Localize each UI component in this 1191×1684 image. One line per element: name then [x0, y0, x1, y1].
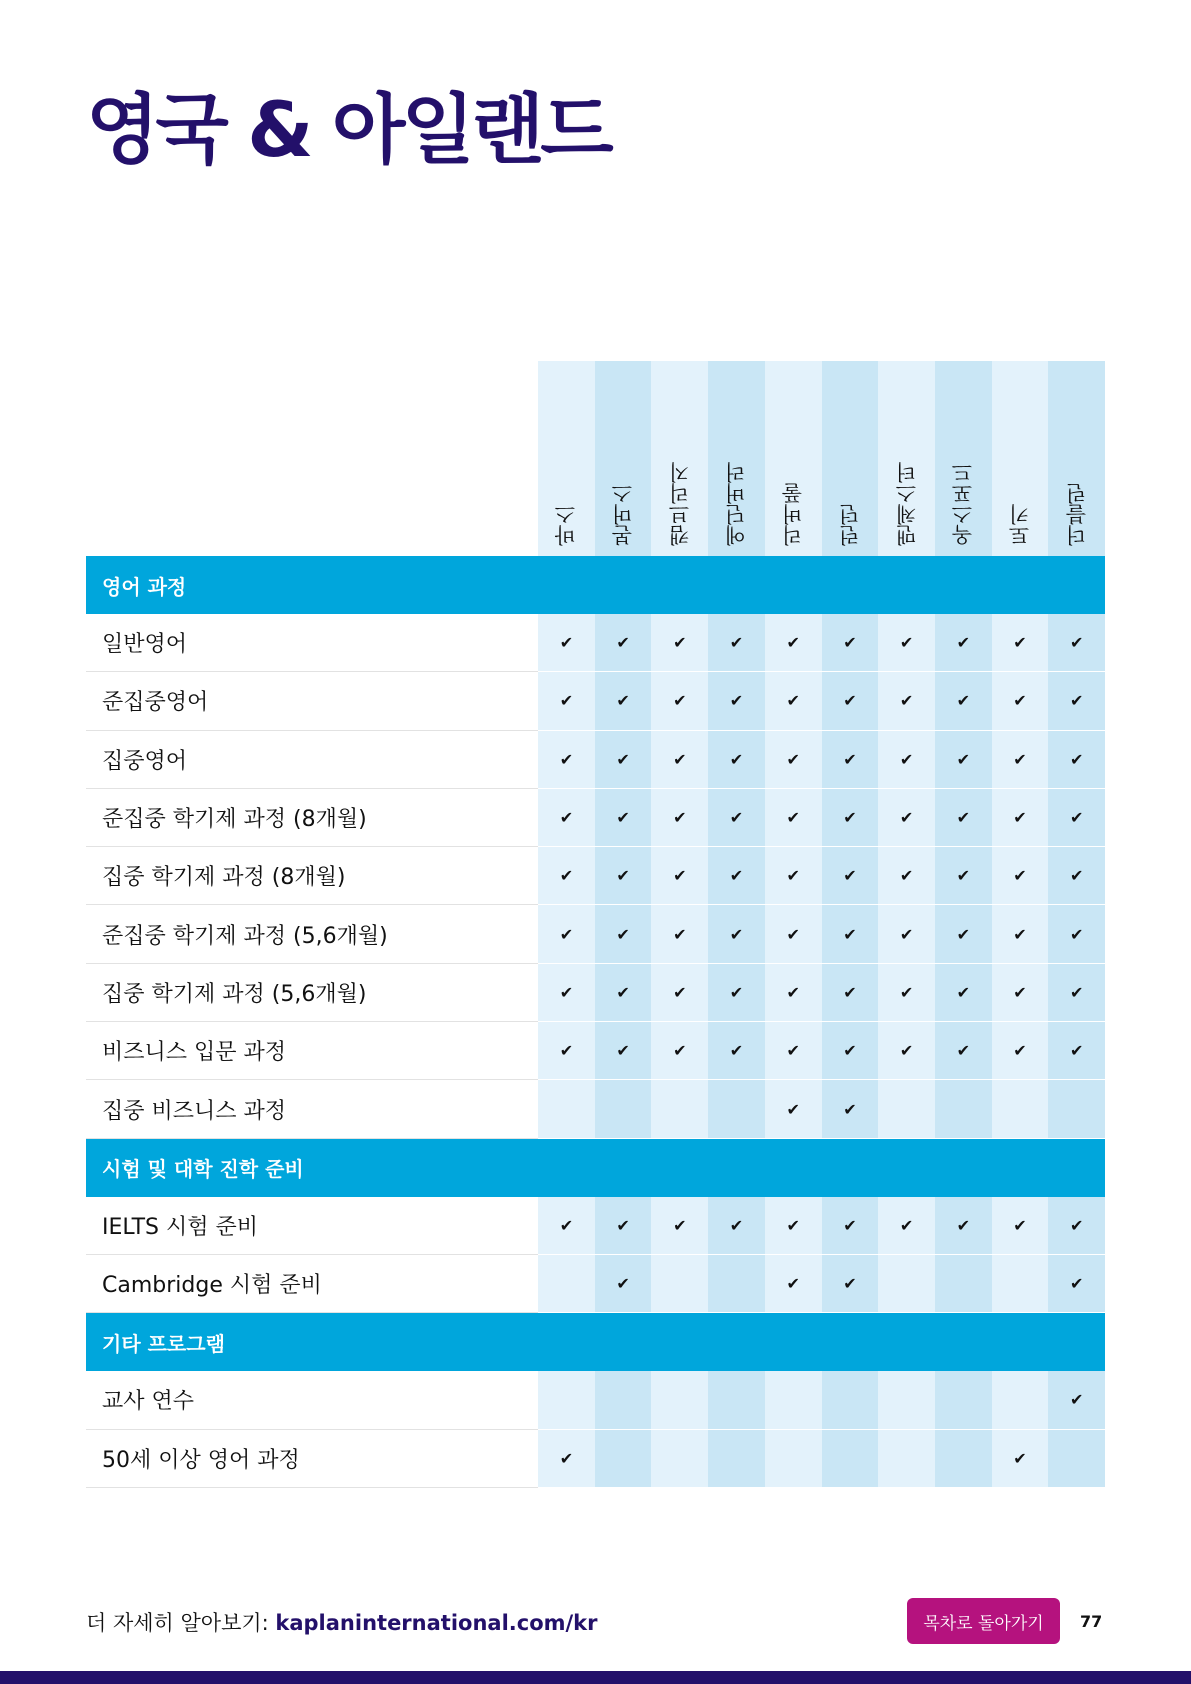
check-icon: ✔	[765, 1255, 822, 1313]
city-header-row	[86, 361, 1105, 556]
check-icon: ✔	[765, 905, 822, 963]
course-name: 교사 연수	[86, 1371, 538, 1429]
check-icon: ✔	[992, 789, 1049, 847]
empty-cell	[651, 1430, 708, 1488]
check-icon: ✔	[538, 1430, 595, 1488]
check-icon: ✔	[822, 672, 879, 730]
table-row	[86, 1080, 1105, 1138]
check-icon: ✔	[822, 964, 879, 1022]
check-icon: ✔	[878, 1022, 935, 1080]
city-name: 토키	[1007, 504, 1032, 546]
check-icon: ✔	[822, 731, 879, 789]
table-row	[86, 1197, 1105, 1255]
column-header	[935, 361, 992, 556]
check-icon: ✔	[538, 964, 595, 1022]
course-name: 집중 비즈니스 과정	[86, 1080, 538, 1138]
column-header	[765, 361, 822, 556]
check-icon: ✔	[822, 1080, 879, 1138]
city-name: 옥스포드	[951, 462, 976, 546]
empty-cell	[765, 1430, 822, 1488]
course-name: 집중영어	[86, 731, 538, 789]
check-icon: ✔	[651, 1197, 708, 1255]
check-icon: ✔	[651, 789, 708, 847]
check-icon: ✔	[935, 614, 992, 672]
table-row	[86, 964, 1105, 1022]
table-row	[86, 1255, 1105, 1313]
empty-cell	[708, 1430, 765, 1488]
check-icon: ✔	[765, 1197, 822, 1255]
course-name: 집중 학기제 과정 (8개월)	[86, 847, 538, 905]
footer-prefix: 더 자세히 알아보기:	[86, 1611, 276, 1635]
check-icon: ✔	[992, 614, 1049, 672]
empty-cell	[935, 1080, 992, 1138]
check-icon: ✔	[538, 1022, 595, 1080]
empty-cell	[992, 1371, 1049, 1429]
check-icon: ✔	[651, 847, 708, 905]
empty-cell	[708, 1080, 765, 1138]
empty-cell	[822, 1371, 879, 1429]
check-icon: ✔	[822, 905, 879, 963]
check-icon: ✔	[1048, 964, 1105, 1022]
check-icon: ✔	[538, 789, 595, 847]
check-icon: ✔	[651, 964, 708, 1022]
check-icon: ✔	[1048, 614, 1105, 672]
check-icon: ✔	[992, 1022, 1049, 1080]
page-title: 영국 & 아일랜드	[86, 85, 610, 174]
check-icon: ✔	[538, 614, 595, 672]
check-icon: ✔	[935, 789, 992, 847]
table-row	[86, 1022, 1105, 1080]
check-icon: ✔	[651, 672, 708, 730]
check-icon: ✔	[595, 1197, 652, 1255]
check-icon: ✔	[822, 614, 879, 672]
column-header	[595, 361, 652, 556]
check-icon: ✔	[765, 964, 822, 1022]
empty-cell	[538, 1255, 595, 1313]
check-icon: ✔	[992, 672, 1049, 730]
check-icon: ✔	[822, 847, 879, 905]
city-name: 에딘버러	[724, 462, 749, 546]
table-row	[86, 614, 1105, 672]
empty-cell	[992, 1255, 1049, 1313]
check-icon: ✔	[595, 1022, 652, 1080]
check-icon: ✔	[878, 789, 935, 847]
bottom-bar	[0, 1671, 1191, 1684]
course-name: Cambridge 시험 준비	[86, 1255, 538, 1313]
check-icon: ✔	[822, 1255, 879, 1313]
course-name: 준집중 학기제 과정 (8개월)	[86, 789, 538, 847]
empty-cell	[708, 1255, 765, 1313]
check-icon: ✔	[765, 789, 822, 847]
check-icon: ✔	[538, 672, 595, 730]
check-icon: ✔	[878, 672, 935, 730]
column-header	[538, 361, 595, 556]
table-row	[86, 672, 1105, 730]
check-icon: ✔	[651, 905, 708, 963]
check-icon: ✔	[651, 614, 708, 672]
column-header	[992, 361, 1049, 556]
check-icon: ✔	[1048, 847, 1105, 905]
section-header: 영어 과정	[86, 556, 1105, 614]
check-icon: ✔	[708, 672, 765, 730]
check-icon: ✔	[1048, 1197, 1105, 1255]
check-icon: ✔	[935, 731, 992, 789]
empty-cell	[651, 1371, 708, 1429]
page-number: 77	[1080, 1612, 1103, 1631]
check-icon: ✔	[595, 789, 652, 847]
check-icon: ✔	[935, 964, 992, 1022]
check-icon: ✔	[765, 1080, 822, 1138]
check-icon: ✔	[595, 614, 652, 672]
empty-cell	[1048, 1430, 1105, 1488]
check-icon: ✔	[935, 672, 992, 730]
city-name: 캠브리지	[667, 462, 692, 546]
check-icon: ✔	[651, 1022, 708, 1080]
section-header: 기타 프로그램	[86, 1313, 1105, 1371]
check-icon: ✔	[935, 1197, 992, 1255]
table-row	[86, 1371, 1105, 1429]
check-icon: ✔	[595, 731, 652, 789]
check-icon: ✔	[708, 964, 765, 1022]
check-icon: ✔	[538, 905, 595, 963]
check-icon: ✔	[1048, 1255, 1105, 1313]
course-name: 집중 학기제 과정 (5,6개월)	[86, 964, 538, 1022]
website-link[interactable]: kaplaninternational.com/kr	[275, 1611, 598, 1635]
table-row	[86, 1430, 1105, 1488]
course-name: 준집중영어	[86, 672, 538, 730]
city-name: 리버풀	[781, 483, 806, 546]
check-icon: ✔	[708, 847, 765, 905]
check-icon: ✔	[538, 731, 595, 789]
check-icon: ✔	[595, 964, 652, 1022]
check-icon: ✔	[878, 731, 935, 789]
empty-cell	[878, 1080, 935, 1138]
check-icon: ✔	[1048, 905, 1105, 963]
city-name: 본머스	[611, 483, 636, 546]
empty-cell	[878, 1371, 935, 1429]
check-icon: ✔	[1048, 672, 1105, 730]
column-header	[878, 361, 935, 556]
check-icon: ✔	[538, 847, 595, 905]
check-icon: ✔	[1048, 1022, 1105, 1080]
course-name: 50세 이상 영어 과정	[86, 1430, 538, 1488]
check-icon: ✔	[708, 1022, 765, 1080]
footer-learn-more	[86, 1607, 598, 1637]
check-icon: ✔	[878, 964, 935, 1022]
column-header	[822, 361, 879, 556]
check-icon: ✔	[595, 1255, 652, 1313]
empty-cell	[538, 1080, 595, 1138]
check-icon: ✔	[1048, 731, 1105, 789]
check-icon: ✔	[992, 1430, 1049, 1488]
check-icon: ✔	[992, 847, 1049, 905]
city-name: 더블린	[1064, 483, 1089, 546]
empty-cell	[708, 1371, 765, 1429]
check-icon: ✔	[935, 1022, 992, 1080]
check-icon: ✔	[708, 1197, 765, 1255]
empty-cell	[651, 1080, 708, 1138]
table-row	[86, 731, 1105, 789]
check-icon: ✔	[822, 789, 879, 847]
check-icon: ✔	[878, 1197, 935, 1255]
back-to-toc-button[interactable]: 목차로 돌아가기	[907, 1598, 1060, 1644]
check-icon: ✔	[765, 731, 822, 789]
check-icon: ✔	[992, 1197, 1049, 1255]
check-icon: ✔	[708, 789, 765, 847]
course-name: IELTS 시험 준비	[86, 1197, 538, 1255]
check-icon: ✔	[765, 672, 822, 730]
check-icon: ✔	[1048, 789, 1105, 847]
empty-cell	[765, 1371, 822, 1429]
check-icon: ✔	[822, 1197, 879, 1255]
check-icon: ✔	[765, 847, 822, 905]
city-name: 런던	[837, 504, 862, 546]
empty-cell	[992, 1080, 1049, 1138]
check-icon: ✔	[878, 905, 935, 963]
empty-cell	[1048, 1080, 1105, 1138]
empty-cell	[595, 1371, 652, 1429]
empty-cell	[935, 1371, 992, 1429]
check-icon: ✔	[595, 672, 652, 730]
city-name: 맨체스터	[894, 462, 919, 546]
course-name: 비즈니스 입문 과정	[86, 1022, 538, 1080]
check-icon: ✔	[765, 1022, 822, 1080]
section-header: 시험 및 대학 진학 준비	[86, 1139, 1105, 1197]
column-header	[1048, 361, 1105, 556]
course-name: 준집중 학기제 과정 (5,6개월)	[86, 905, 538, 963]
table-row	[86, 789, 1105, 847]
check-icon: ✔	[708, 614, 765, 672]
empty-cell	[538, 1371, 595, 1429]
column-header	[708, 361, 765, 556]
check-icon: ✔	[1048, 1371, 1105, 1429]
empty-cell	[595, 1430, 652, 1488]
city-name: 바스	[554, 504, 579, 546]
check-icon: ✔	[595, 847, 652, 905]
empty-cell	[878, 1255, 935, 1313]
check-icon: ✔	[708, 905, 765, 963]
course-name: 일반영어	[86, 614, 538, 672]
course-availability-table	[86, 361, 1105, 1488]
empty-cell	[822, 1430, 879, 1488]
empty-cell	[935, 1255, 992, 1313]
check-icon: ✔	[992, 731, 1049, 789]
check-icon: ✔	[992, 964, 1049, 1022]
table-row	[86, 847, 1105, 905]
check-icon: ✔	[935, 847, 992, 905]
check-icon: ✔	[878, 847, 935, 905]
empty-cell	[651, 1255, 708, 1313]
check-icon: ✔	[595, 905, 652, 963]
check-icon: ✔	[935, 905, 992, 963]
check-icon: ✔	[651, 731, 708, 789]
check-icon: ✔	[765, 614, 822, 672]
empty-cell	[595, 1080, 652, 1138]
check-icon: ✔	[992, 905, 1049, 963]
check-icon: ✔	[878, 614, 935, 672]
column-header	[651, 361, 708, 556]
empty-cell	[935, 1430, 992, 1488]
empty-cell	[878, 1430, 935, 1488]
check-icon: ✔	[708, 731, 765, 789]
check-icon: ✔	[822, 1022, 879, 1080]
table-row	[86, 905, 1105, 963]
check-icon: ✔	[538, 1197, 595, 1255]
